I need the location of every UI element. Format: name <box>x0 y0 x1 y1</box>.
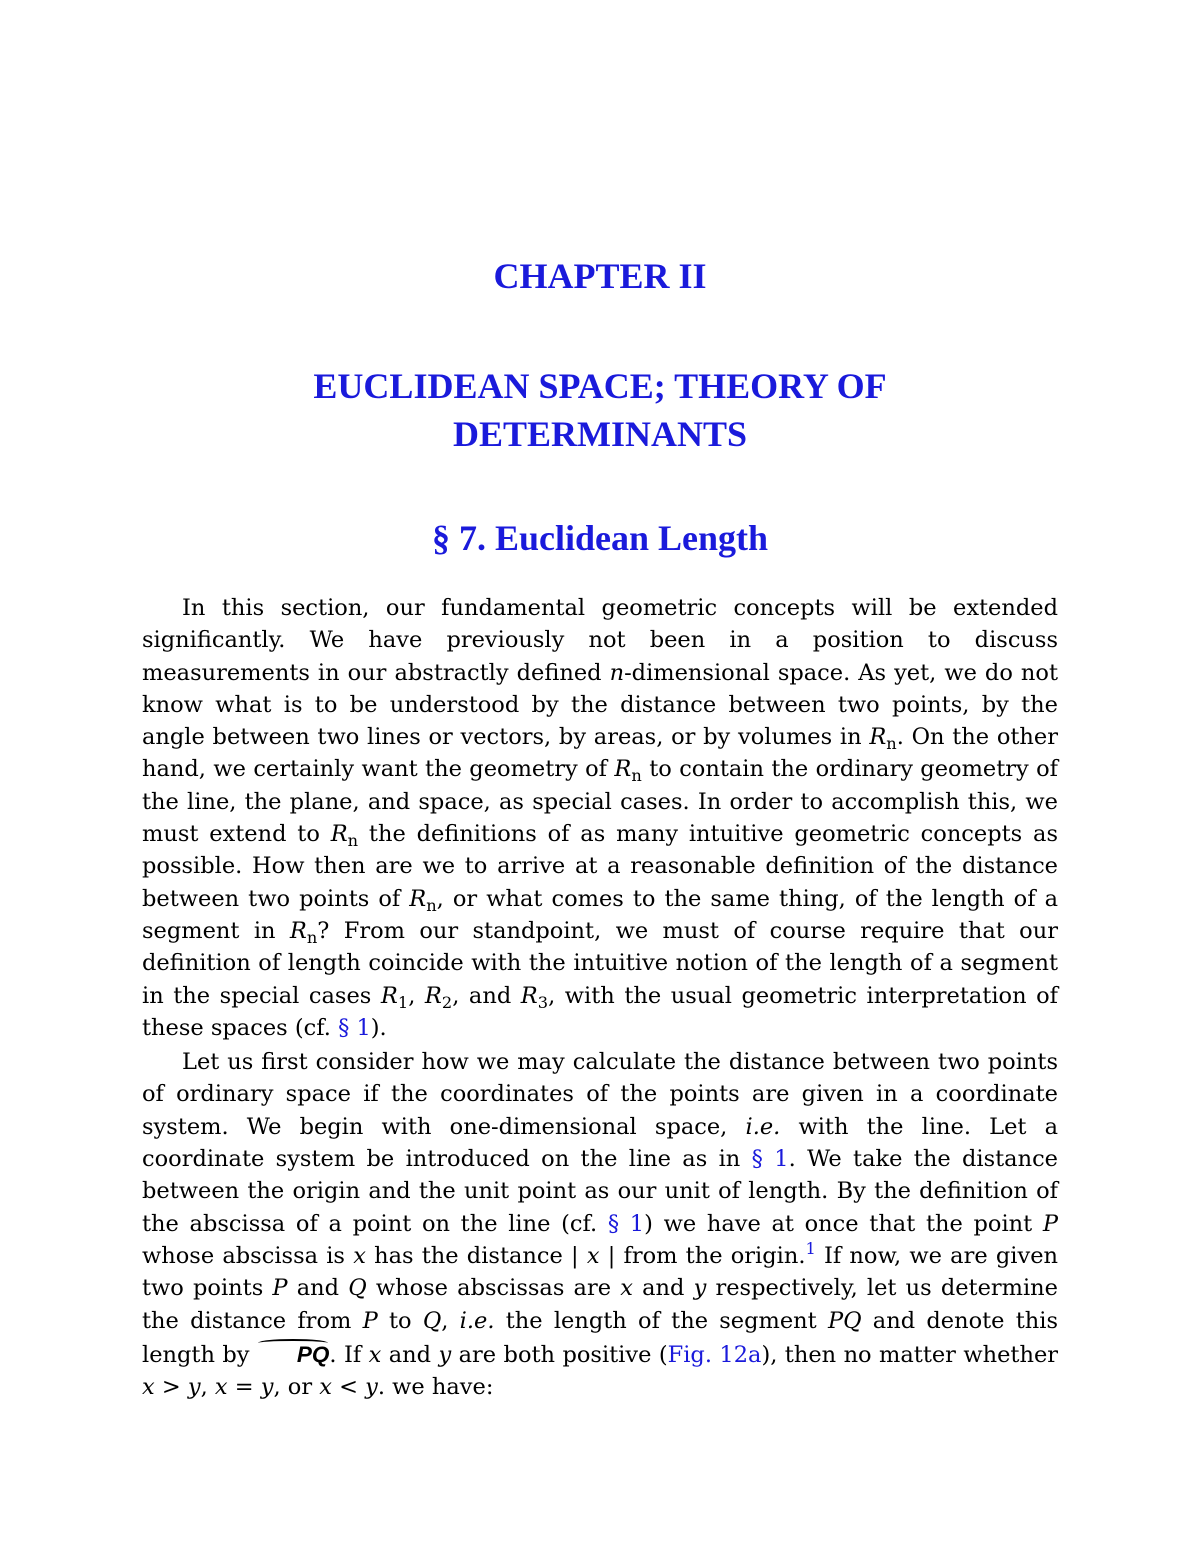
chapter-title-line-1: EUCLIDEAN SPACE; THEORY OF <box>313 366 887 406</box>
paragraph-2: Let us first consider how we may calculate the distance between two points of ordinary space if the coordinates of the points are given in a coordinate system. We begin with one-dimensional space, i.e. with the line. Let a coordinate system be introduced on the line as in § 1. We take the distance between the origin and the unit point as our unit of length. By the definition of the abscissa of a point on the line (cf. § 1) we have at once that the point P whose abscissa is x has the distance | x | from the origin.$^1$ If now, we are given two points P and Q whose abscissas are x and y respectively, let us determine the distance from P to Q, i.e. the length of the segment PQ and denote this length by PQ. If x and y are both positive (Fig. 12a), then no matter whether x > y, x = y, or x < y. we have: <box>142 1049 1059 1401</box>
figure-12a-link[interactable]: Fig. 12a <box>667 1341 762 1368</box>
paragraph-1: In this section, our fundamental geometric concepts will be extended significantly. We have previously not been in a position to discuss measurements in our abstractly defined n-dimensional space. As yet, we do not know what is to be understood by the distance between two points, by the angle between two lines or vectors, by areas, or by volumes in $R_n$. On the other hand, we certainly want the geometry of $R_n$ to contain the ordinary geometry of the line, the plane, and space, as special cases. In order to accomplish this, we must extend to $R_n$ the definitions of as many intuitive geometric concepts as possible. How then are we to arrive at a reasonable definition of the distance between two points of $R_n$, or what comes to the same thing, of the length of a segment in $R_n$? From our standpoint, we must of course require that our definition of length coincide with the intuitive notion of the length of a segment in the special cases $R_1$, $R_2$, and $R_3$, with the usual geometric interpretation of these spaces (cf. § 1). <box>142 595 1059 1041</box>
section-1-link[interactable]: § 1 <box>607 1210 645 1237</box>
section-heading: § 7. Euclidean Length <box>431 518 769 558</box>
chapter-heading: CHAPTER II <box>493 256 707 296</box>
section-1-link[interactable]: § 1 <box>751 1146 789 1173</box>
body-text <box>142 592 1058 1403</box>
chapter-title <box>0 362 1200 458</box>
segment-pq-overline: PQ <box>257 1337 330 1371</box>
section-1-link[interactable]: § 1 <box>338 1014 371 1041</box>
footnote-ref[interactable]: 1 <box>805 1239 816 1259</box>
chapter-title-line-2: DETERMINANTS <box>452 414 748 454</box>
